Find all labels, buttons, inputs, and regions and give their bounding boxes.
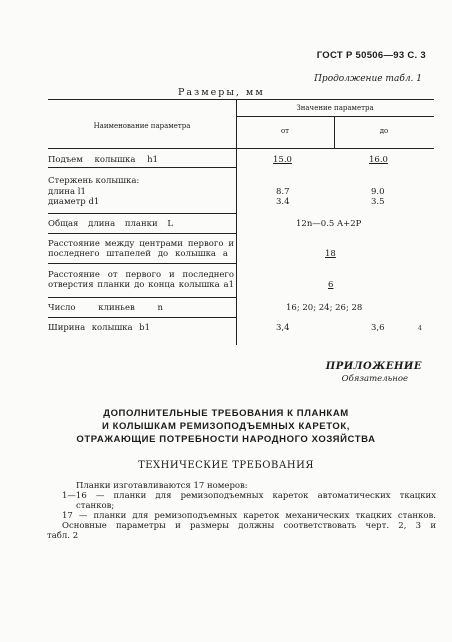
- hole-distance-label-1: Расстояние от первого и последнего: [48, 270, 234, 280]
- hole-distance-value: 6: [328, 280, 334, 290]
- appendix-title: ПРИЛОЖЕНИЕ: [325, 361, 422, 372]
- header-bottom-rule: [48, 148, 434, 149]
- dimensions-caption: Размеры, мм: [178, 87, 265, 98]
- width-from: 3,4: [276, 323, 290, 333]
- table-top-rule: [48, 99, 434, 100]
- total-length-value: 12n—0.5 A+2P: [296, 219, 362, 229]
- lift-from: 15.0: [273, 155, 292, 165]
- margin-mark: 4: [418, 325, 422, 332]
- paragraph-plates-1-16-cont: станков;: [76, 501, 115, 511]
- row-rule: [48, 233, 236, 234]
- wedges-value: 16; 20; 24; 26; 28: [286, 303, 363, 313]
- lift-to: 16.0: [369, 155, 388, 165]
- section-title-line-3: ОТРАЖАЮЩИЕ ПОТРЕБНОСТИ НАРОДНОГО ХОЗЯЙСТВА: [76, 434, 376, 445]
- row-rule: [48, 317, 236, 318]
- width-label: Ширина колышка b1: [48, 323, 150, 333]
- pin-distance-label-2: последнего штапелей до колышка a: [48, 249, 228, 259]
- paragraph-parameters-cont: табл. 2: [47, 531, 79, 541]
- rod-length-to: 9.0: [371, 187, 385, 197]
- section-title-line-2: И КОЛЫШКАМ РЕМИЗОПОДЪЕМНЫХ КАРЕТОК,: [101, 421, 350, 432]
- appendix-subtitle: Обязательное: [341, 374, 408, 384]
- standard-header: ГОСТ Р 50506—93 С. 3: [316, 50, 426, 61]
- paragraph-plates-1-16: 1—16 — планки для ремизоподъемных кареток автоматических ткацких: [62, 491, 436, 501]
- paragraph-intro: Планки изготавливаются 17 номеров:: [76, 481, 248, 491]
- param-value-header: Значение параметра: [296, 104, 374, 112]
- row-rule: [48, 297, 236, 298]
- from-header: от: [280, 127, 290, 135]
- rod-diameter-from: 3.4: [276, 197, 290, 207]
- width-to: 3,6: [371, 323, 385, 333]
- wedges-label: Число клиньев n: [48, 303, 163, 313]
- column-divider: [236, 99, 237, 345]
- rod-diameter-to: 3.5: [371, 197, 385, 207]
- row-rule: [48, 213, 236, 214]
- rod-length-label: длина l1: [48, 187, 86, 197]
- to-header: до: [379, 127, 389, 135]
- pin-distance-label-1: Расстояние между центрами первого и: [48, 239, 234, 249]
- row-rule: [48, 167, 236, 168]
- total-length-label: Общая длина планки L: [48, 219, 173, 229]
- subheader-rule: [236, 116, 434, 117]
- row-rule: [48, 263, 236, 264]
- paragraph-parameters: Основные параметры и размеры должны соответствовать черт. 2, 3 и: [62, 521, 436, 531]
- table-continuation: Продолжение табл. 1: [314, 74, 422, 84]
- rod-label: Стержень колышка:: [48, 176, 140, 186]
- pin-distance-value: 18: [325, 249, 336, 259]
- rod-diameter-label: диаметр d1: [48, 197, 100, 207]
- param-name-header: Наименование параметра: [93, 122, 191, 130]
- rod-length-from: 8.7: [276, 187, 290, 197]
- hole-distance-label-2: отверстия планки до конца колышка a1: [48, 280, 234, 290]
- tech-requirements-title: ТЕХНИЧЕСКИЕ ТРЕБОВАНИЯ: [138, 460, 314, 471]
- lift-label: Подъем колышка h1: [48, 155, 158, 165]
- section-title-line-1: ДОПОЛНИТЕЛЬНЫЕ ТРЕБОВАНИЯ К ПЛАНКАМ: [103, 408, 349, 419]
- paragraph-plate-17: 17 — планки для ремизоподъемных кареток механических ткацких станков.: [62, 511, 436, 521]
